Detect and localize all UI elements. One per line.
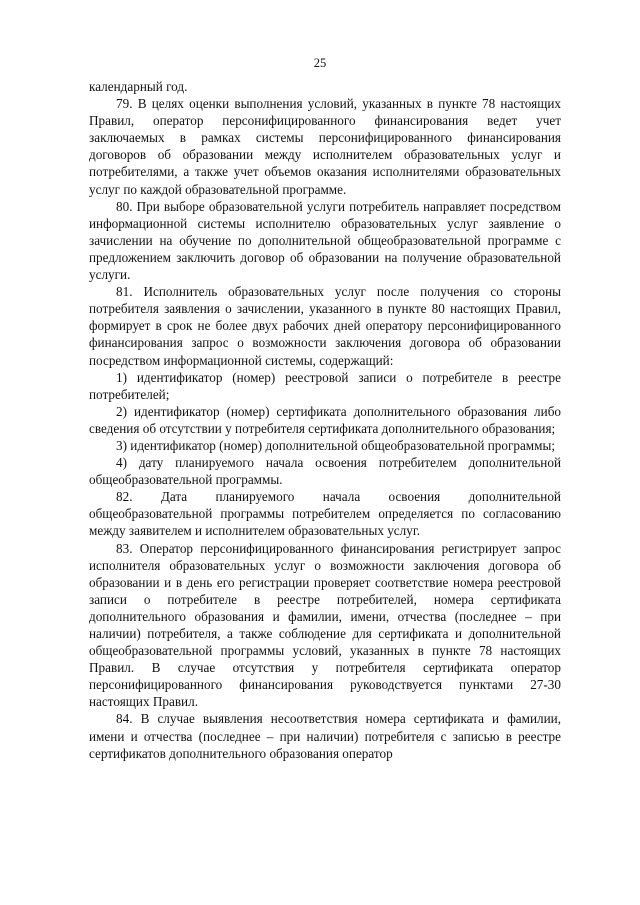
paragraph-82: 82. Дата планируемого начала освоения дополнительной общеобразовательной программы потребителем определяется по согласованию между заявителем и исполнителем образовательных услуг.: [89, 489, 561, 539]
paragraph-continuation: календарный год.: [89, 79, 188, 94]
paragraph-83: 83. Оператор персонифицированного финансирования регистрирует запрос исполнителя образовательных услуг о возможности заключения договора об образовании и в день его регистрации проверяет соответствие номера реестровой записи о потребителе в реестре потребителей, номера сертификата дополнительного образования и фамилии, имени, отчества (последнее – при наличии) потребителя, а также соблюдение для сертификата и дополнительной общеобразовательной программы условий, указанных в пункте 78 настоящих Правил. В случае отсутствия у потребителя сертификата оператор персонифицированного финансирования руководствуется пунктами 27-30 настоящих Правил.: [89, 540, 561, 710]
list-item-3: 3) идентификатор (номер) дополнительной общеобразовательной программы;: [116, 437, 556, 453]
list-item-1: 1) идентификатор (номер) реестровой записи о потребителе в реестре потребителей;: [89, 369, 561, 402]
paragraph-79: 79. В целях оценки выполнения условий, указанных в пункте 78 настоящих Правил, оператор персонифицированного финансирования ведет учет заключаемых в рамках системы персонифицированного финансирования договоров об образовании между исполнителем образовательных услуг и потребителями, а также учет объемов оказания исполнителями образовательных услуг по каждой образовательной программе.: [89, 96, 561, 197]
list-item-2: 2) идентификатор (номер) сертификата дополнительного образования либо сведения об отсутствии у потребителя сертификата дополнительного образования;: [89, 403, 561, 436]
paragraph-80: 80. При выборе образовательной услуги потребитель направляет посредством информационной системы исполнителю образовательных услуг заявление о зачислении на обучение по дополнительной общеобразовательной программе с предложением заключить договор об образовании на получение образовательной услуги.: [89, 198, 561, 283]
paragraph-84: 84. В случае выявления несоответствия номера сертификата и фамилии, имени и отчества (последнее – при наличии) потребителя с записью в реестре сертификатов дополнительного образования оператор: [89, 711, 561, 761]
page-number: 25: [313, 56, 327, 70]
paragraph-81: 81. Исполнитель образовательных услуг после получения со стороны потребителя заявления о зачислении, указанного в пункте 80 настоящих Правил, формирует в срок не более двух рабочих дней оператору персонифицированного финансирования запрос о возможности заключения договора об образовании посредством информационной системы, содержащий:: [89, 284, 561, 368]
document-body: [89, 78, 561, 762]
list-item-4: 4) дату планируемого начала освоения потребителем дополнительной общеобразовательной программы.: [89, 455, 561, 488]
